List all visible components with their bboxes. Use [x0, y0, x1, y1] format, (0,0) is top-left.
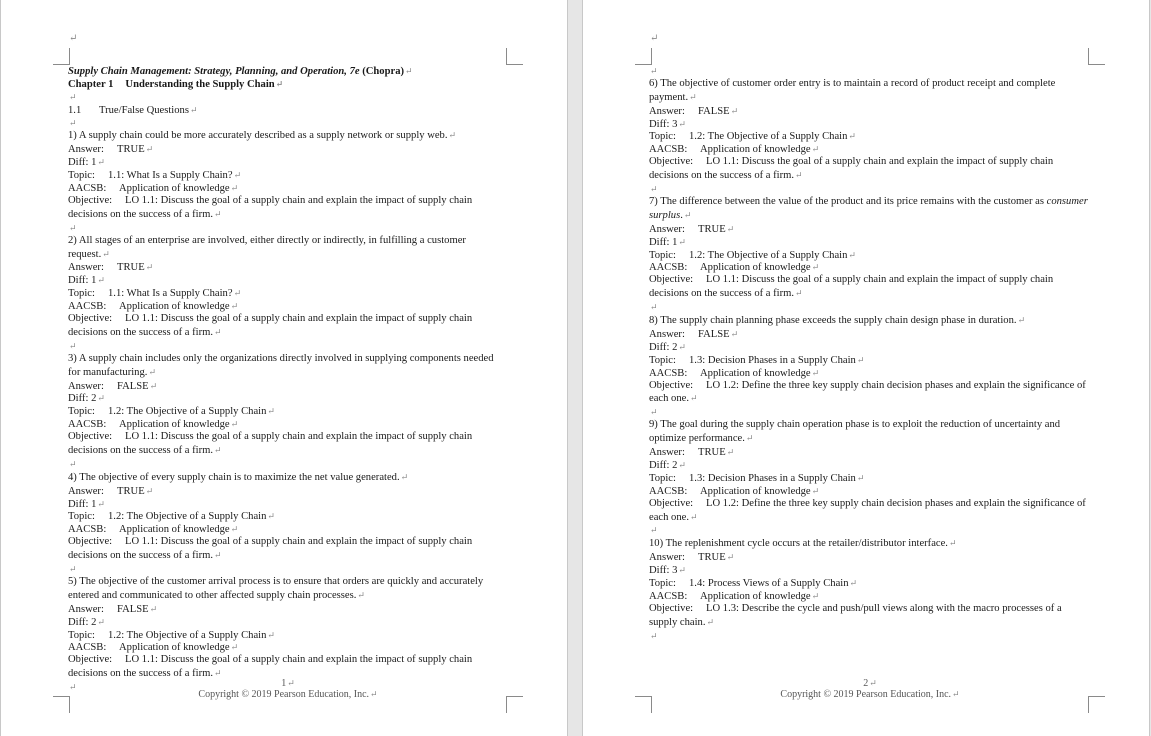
answer-line: Answer: TRUE↵ — [649, 552, 735, 564]
aacsb-line: AACSB: Application of knowledge↵ — [649, 590, 820, 602]
answer-line: Answer: TRUE↵ — [68, 485, 154, 497]
question-text: 3) A supply chain includes only the organizations directly involved in supplying components needed for manufacturing.↵ — [68, 352, 494, 378]
blank-line: ↵ — [69, 458, 77, 469]
crop-mark-bottom-right — [1088, 696, 1105, 713]
question-text: 10) The replenishment cycle occurs at the retailer/distributor interface.↵ — [649, 538, 957, 550]
question-text: 9) The goal during the supply chain operation phase is to exploit the reduction of uncertainty and optimize performance.↵ — [649, 419, 1061, 445]
footer-copyright: Copyright © 2019 Pearson Education, Inc.↵ — [780, 689, 960, 700]
question-item-6 — [649, 78, 1089, 196]
crop-mark-bottom-left — [635, 696, 652, 713]
objective-line: Objective: LO 1.1: Discuss the goal of a supply chain and explain the impact of supply chain decisions on the success of a firm.↵ — [68, 194, 473, 220]
question-list — [649, 78, 1089, 643]
objective-line: Objective: LO 1.2: Define the three key supply chain decision phases and explain the significance of each one.↵ — [649, 497, 1086, 523]
question-item-8 — [649, 314, 1089, 419]
blank-line: ↵ — [650, 630, 658, 641]
page-number: 2↵ — [863, 678, 877, 689]
difficulty-line: Diff: 1↵ — [68, 157, 105, 169]
question-text: 8) The supply chain planning phase exceeds the supply chain design phase in duration.↵ — [649, 315, 1026, 327]
answer-line: Answer: FALSE↵ — [649, 105, 739, 117]
question-text: 6) The objective of customer order entry is to maintain a record of product receipt and complete payment.↵ — [649, 77, 1056, 103]
blank-line: ↵ — [69, 564, 77, 575]
answer-line: Answer: TRUE↵ — [68, 144, 154, 156]
paragraph-mark: ↵ — [69, 33, 78, 44]
question-item-4 — [68, 471, 508, 576]
question-item-2 — [68, 235, 508, 353]
topic-line: Topic: 1.2: The Objective of a Supply Chain↵ — [68, 629, 275, 641]
blank-line: ↵ — [69, 117, 77, 128]
book-title-line: Supply Chain Management: Strategy, Planning, and Operation, 7e (Chopra)↵ — [68, 66, 413, 77]
blank-line: ↵ — [69, 340, 77, 351]
blank-line: ↵ — [650, 302, 658, 313]
crop-mark-bottom-left — [53, 696, 70, 713]
topic-line: Topic: 1.2: The Objective of a Supply Chain↵ — [68, 406, 275, 418]
topic-line: Topic: 1.2: The Objective of a Supply Chain↵ — [68, 511, 275, 523]
difficulty-line: Diff: 1↵ — [68, 498, 105, 510]
question-text: 1) A supply chain could be more accurately described as a supply network or supply web.↵ — [68, 130, 457, 142]
aacsb-line: AACSB: Application of knowledge↵ — [68, 183, 239, 195]
difficulty-line: Diff: 1↵ — [68, 275, 105, 287]
answer-line: Answer: TRUE↵ — [649, 447, 735, 459]
blank-line: ↵ — [69, 682, 77, 693]
question-item-9 — [649, 419, 1089, 537]
aacsb-line: AACSB: Application of knowledge↵ — [649, 144, 820, 156]
answer-line: Answer: TRUE↵ — [649, 223, 735, 235]
blank-line: ↵ — [650, 184, 658, 195]
aacsb-line: AACSB: Application of knowledge↵ — [649, 367, 820, 379]
objective-line: Objective: LO 1.1: Discuss the goal of a supply chain and explain the impact of supply chain decisions on the success of a firm.↵ — [68, 431, 473, 456]
topic-line: Topic: 1.3: Decision Phases in a Supply Chain↵ — [649, 354, 865, 366]
question-item-1 — [68, 129, 508, 234]
question-list — [68, 129, 508, 694]
difficulty-line: Diff: 2↵ — [649, 341, 686, 353]
blank-line: ↵ — [69, 91, 77, 102]
difficulty-line: Diff: 3↵ — [649, 565, 686, 577]
aacsb-line: AACSB: Application of knowledge↵ — [68, 524, 239, 536]
aacsb-line: AACSB: Application of knowledge↵ — [68, 301, 239, 313]
question-item-7 — [649, 196, 1089, 314]
answer-line: Answer: FALSE↵ — [68, 603, 158, 615]
question-item-3 — [68, 353, 508, 471]
crop-mark-top-right — [506, 48, 523, 65]
crop-mark-top-right — [1088, 48, 1105, 65]
aacsb-line: AACSB: Application of knowledge↵ — [649, 262, 820, 274]
objective-line: Objective: LO 1.1: Discuss the goal of a supply chain and explain the impact of supply chain decisions on the success of a firm.↵ — [68, 654, 473, 680]
page-2-body — [649, 65, 1089, 642]
chapter-heading: Chapter 1 Understanding the Supply Chain↵ — [68, 78, 284, 90]
blank-line: ↵ — [69, 222, 77, 233]
topic-line: Topic: 1.2: The Objective of a Supply Chain↵ — [649, 131, 856, 143]
page-number: 1↵ — [281, 678, 295, 689]
objective-line: Objective: LO 1.3: Describe the cycle and push/pull views along with the macro processes of a supply chain.↵ — [649, 602, 1062, 628]
aacsb-line: AACSB: Application of knowledge↵ — [68, 419, 239, 431]
aacsb-line: AACSB: Application of knowledge↵ — [649, 485, 820, 497]
blank-line: ↵ — [650, 407, 658, 418]
difficulty-line: Diff: 1↵ — [649, 236, 686, 248]
question-text: 4) The objective of every supply chain is to maximize the net value generated.↵ — [68, 471, 409, 483]
question-item-10 — [649, 537, 1089, 642]
crop-mark-top-left — [635, 48, 652, 65]
aacsb-line: AACSB: Application of knowledge↵ — [68, 642, 239, 654]
difficulty-line: Diff: 2↵ — [649, 459, 686, 471]
topic-line: Topic: 1.3: Decision Phases in a Supply Chain↵ — [649, 472, 865, 484]
objective-line: Objective: LO 1.2: Define the three key supply chain decision phases and explain the significance of each one.↵ — [649, 379, 1086, 405]
crop-mark-bottom-right — [506, 696, 523, 713]
book-author: (Chopra) — [362, 66, 405, 77]
paragraph-mark: ↵ — [650, 33, 659, 44]
crop-mark-top-left — [53, 48, 70, 65]
footer-copyright: Copyright © 2019 Pearson Education, Inc.↵ — [198, 689, 378, 700]
question-text: 7) The difference between the value of the product and its price remains with the customer as consumer surplus.↵ — [649, 195, 1088, 221]
question-item-5 — [68, 576, 508, 694]
blank-line: ↵ — [650, 66, 658, 76]
topic-line: Topic: 1.4: Process Views of a Supply Chain↵ — [649, 577, 858, 589]
topic-line: Topic: 1.1: What Is a Supply Chain?↵ — [68, 170, 242, 182]
page-1-body — [68, 65, 508, 694]
topic-line: Topic: 1.2: The Objective of a Supply Chain↵ — [649, 249, 856, 261]
difficulty-line: Diff: 2↵ — [68, 393, 105, 405]
answer-line: Answer: TRUE↵ — [68, 262, 154, 274]
book-title: Supply Chain Management: Strategy, Planning, and Operation, 7e — [68, 66, 360, 77]
difficulty-line: Diff: 3↵ — [649, 118, 686, 130]
objective-line: Objective: LO 1.1: Discuss the goal of a supply chain and explain the impact of supply chain decisions on the success of a firm.↵ — [68, 536, 473, 562]
topic-line: Topic: 1.1: What Is a Supply Chain?↵ — [68, 288, 242, 300]
objective-line: Objective: LO 1.1: Discuss the goal of a supply chain and explain the impact of supply chain decisions on the success of a firm.↵ — [68, 313, 473, 338]
objective-line: Objective: LO 1.1: Discuss the goal of a supply chain and explain the impact of supply chain decisions on the success of a firm.↵ — [649, 274, 1054, 300]
blank-line: ↵ — [650, 525, 658, 536]
question-text: 5) The objective of the customer arrival process is to ensure that orders are quickly and accurately entered and communicated to other affected supply chain processes.↵ — [68, 575, 484, 601]
difficulty-line: Diff: 2↵ — [68, 616, 105, 628]
question-text: 2) All stages of an enterprise are involved, either directly or indirectly, in fulfilling a customer request.↵ — [68, 234, 466, 260]
answer-line: Answer: FALSE↵ — [68, 380, 158, 392]
objective-line: Objective: LO 1.1: Discuss the goal of a supply chain and explain the impact of supply chain decisions on the success of a firm.↵ — [649, 156, 1054, 182]
answer-line: Answer: FALSE↵ — [649, 328, 739, 340]
section-heading: 1.1 True/False Questions↵ — [68, 104, 198, 116]
